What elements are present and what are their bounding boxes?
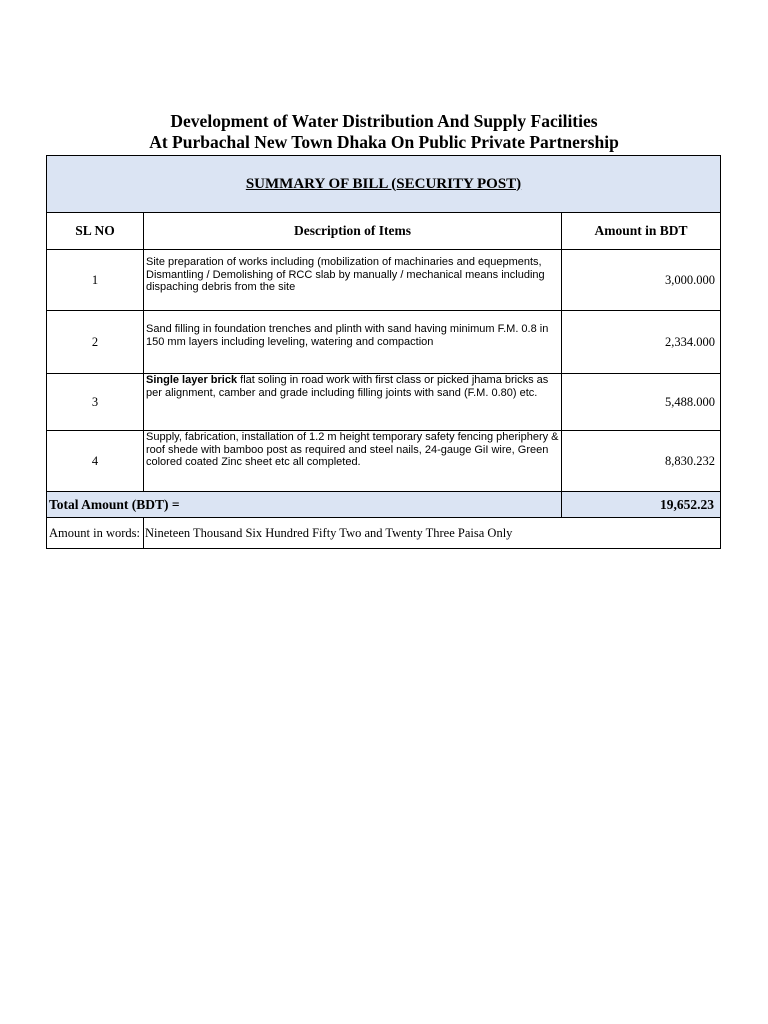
amount-in-words-value: Nineteen Thousand Six Hundred Fifty Two and Twenty Three Paisa Only <box>144 518 721 549</box>
item-sl: 1 <box>47 250 144 311</box>
table-row <box>47 431 721 492</box>
title-line-2: At Purbachal New Town Dhaka On Public Private Partnership <box>149 131 619 152</box>
title-line-1: Development of Water Distribution And Supply Facilities <box>170 111 598 131</box>
item-description <box>144 431 562 492</box>
header-row <box>47 213 721 250</box>
summary-banner: SUMMARY OF BILL (SECURITY POST) <box>47 156 721 213</box>
item-lead: Single layer brick <box>146 374 238 386</box>
item-description-text: Sand filling in foundation trenches and plinth with sand having minimum F.M. 0.8 in 150 mm layers including leveling, watering and compaction <box>146 323 549 348</box>
header-sl-no: SL NO <box>47 213 144 250</box>
header-description: Description of Items <box>144 213 562 250</box>
document-title <box>0 111 768 152</box>
item-description-text: flat soling in road work with first class or picked jhama bricks as per alignment, camber and grade including filling joints with sand (F.M. 0.80) etc. <box>146 374 549 399</box>
words-row <box>47 518 721 549</box>
total-value: 19,652.23 <box>562 492 721 518</box>
item-amount: 5,488.000 <box>562 374 721 431</box>
table-row <box>47 250 721 311</box>
item-sl: 2 <box>47 311 144 374</box>
item-amount: 2,334.000 <box>562 311 721 374</box>
item-amount: 3,000.000 <box>562 250 721 311</box>
item-amount: 8,830.232 <box>562 431 721 492</box>
item-description-text: Site preparation of works including (mobilization of machinaries and equepments, Dismantling / Demolishing of RCC slab by manually / mechanical means including dispaching debris from the site <box>146 256 545 293</box>
table-row <box>47 374 721 431</box>
item-description-text: Supply, fabrication, installation of 1.2 m height temporary safety fencing pheriphery & roof shede with bamboo post as required and steel nails, 24-gauge GiI wire, Green colored coated Zinc sheet etc all completed. <box>146 431 559 468</box>
item-description <box>144 374 562 431</box>
header-amount: Amount in BDT <box>562 213 721 250</box>
item-sl: 3 <box>47 374 144 431</box>
item-sl: 4 <box>47 431 144 492</box>
bill-summary-table <box>46 155 721 549</box>
total-row <box>47 492 721 518</box>
amount-in-words-label: Amount in words: <box>47 518 144 549</box>
banner-row <box>47 156 721 213</box>
item-description <box>144 250 562 311</box>
item-description <box>144 311 562 374</box>
table-row <box>47 311 721 374</box>
total-label: Total Amount (BDT) = <box>47 492 562 518</box>
